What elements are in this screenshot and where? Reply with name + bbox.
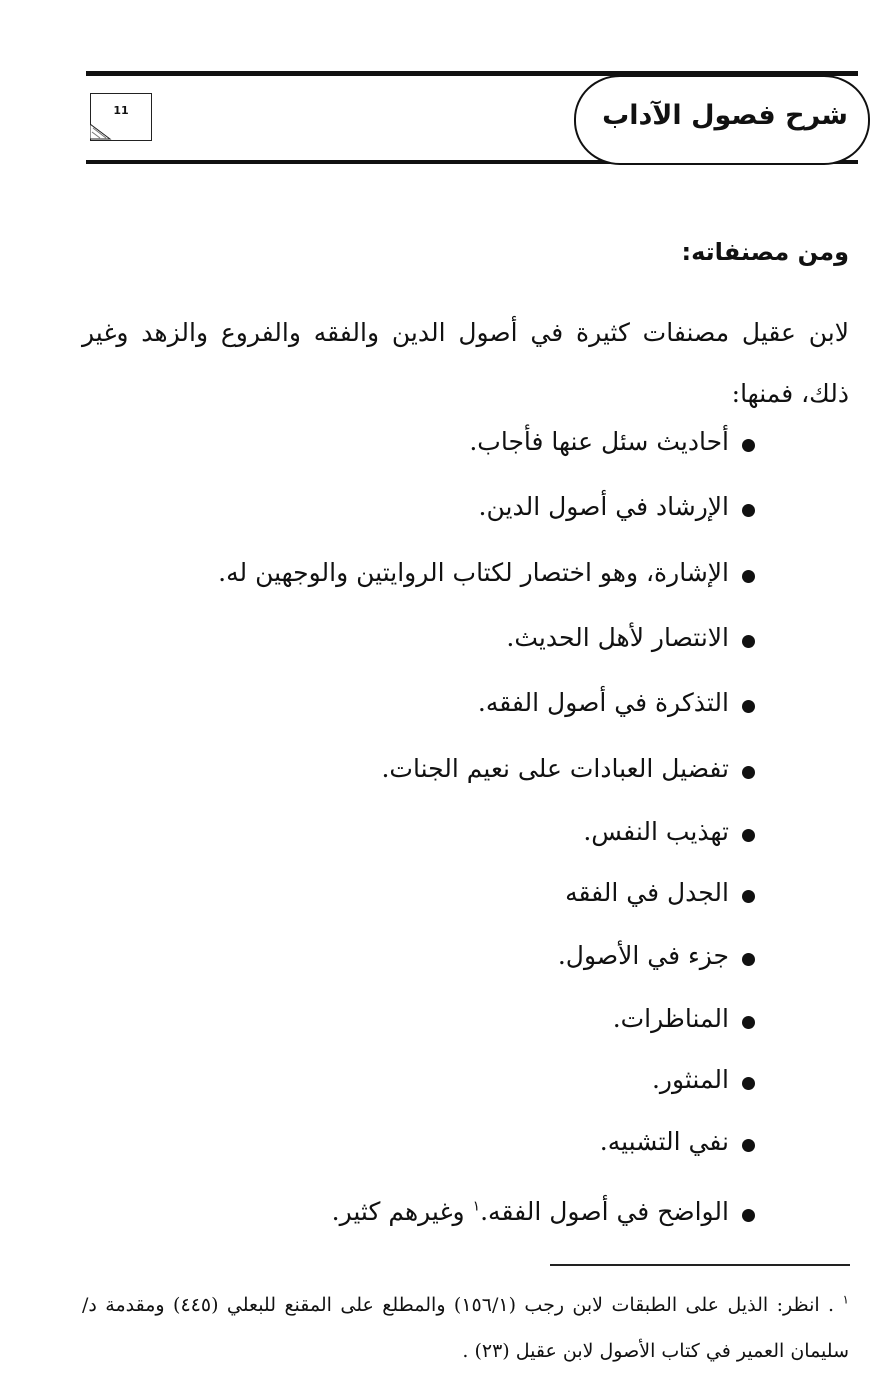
work-title: تفضيل العبادات على نعيم الجنات. (381, 754, 729, 783)
footnote (82, 1282, 849, 1374)
list-item (0, 932, 891, 980)
intro-paragraph: لابن عقيل مصنفات كثيرة في أصول الدين والفقه والفروع والزهد وغير ذلك، فمنها: (82, 318, 849, 408)
work-title: أحاديث سئل عنها فأجاب. (469, 427, 729, 456)
bullet-icon (742, 953, 755, 966)
list-item (0, 1056, 891, 1104)
bullet-icon (742, 1139, 755, 1152)
bullet-icon (742, 1016, 755, 1029)
work-title: الانتصار لأهل الحديث. (506, 623, 729, 652)
last-work-line (332, 1192, 729, 1232)
section-heading: ومن مصنفاته: (681, 238, 849, 266)
list-item (0, 418, 891, 466)
work-title: جزء في الأصول. (557, 941, 729, 970)
bullet-icon (742, 439, 755, 452)
page-number-box (90, 93, 152, 141)
footnote-number: ١ (842, 1292, 849, 1307)
list-item (0, 1118, 891, 1166)
page-curl-icon (90, 124, 112, 140)
list-item (0, 869, 891, 917)
bullet-icon (742, 570, 755, 583)
footnote-rule (550, 1264, 850, 1266)
bullet-icon (742, 1209, 755, 1222)
footnote-text: . انظر: الذيل على الطبقات لابن رجب (١٥٦/١) والمطلع على المقنع للبعلي (٤٤٥) ومقدمة د/سليمان العمير في كتاب الأصول لابن عقيل (٢٣) . (82, 1294, 849, 1362)
list-item (0, 995, 891, 1043)
work-title: الإشارة، وهو اختصار لكتاب الروايتين والوجهين له. (218, 558, 729, 587)
list-item (0, 483, 891, 531)
bullet-icon (742, 635, 755, 648)
work-title: التذكرة في أصول الفقه. (477, 688, 729, 717)
bullet-icon (742, 700, 755, 713)
work-title: المنثور. (651, 1065, 729, 1094)
footnote-reference[interactable]: ١ (472, 1198, 481, 1215)
bullet-icon (742, 829, 755, 842)
work-title: تهذيب النفس. (583, 817, 729, 846)
works-tail: وغيرهم كثير. (331, 1197, 465, 1226)
list-item (0, 614, 891, 662)
work-title: الإرشاد في أصول الدين. (478, 492, 729, 521)
page-number: 11 (113, 104, 129, 117)
work-title: الجدل في الفقه (565, 878, 729, 907)
list-item (0, 745, 891, 793)
work-title: المناظرات. (612, 1004, 729, 1033)
work-title: نفي التشبيه. (599, 1127, 729, 1156)
book-title: شرح فصول الآداب (602, 100, 848, 131)
list-item (0, 1188, 891, 1236)
list-item (0, 808, 891, 856)
list-item (0, 679, 891, 727)
bullet-icon (742, 766, 755, 779)
list-item (0, 549, 891, 597)
work-title: الواضح في أصول الفقه. (480, 1197, 729, 1226)
bullet-icon (742, 1077, 755, 1090)
bullet-icon (742, 890, 755, 903)
bullet-icon (742, 504, 755, 517)
